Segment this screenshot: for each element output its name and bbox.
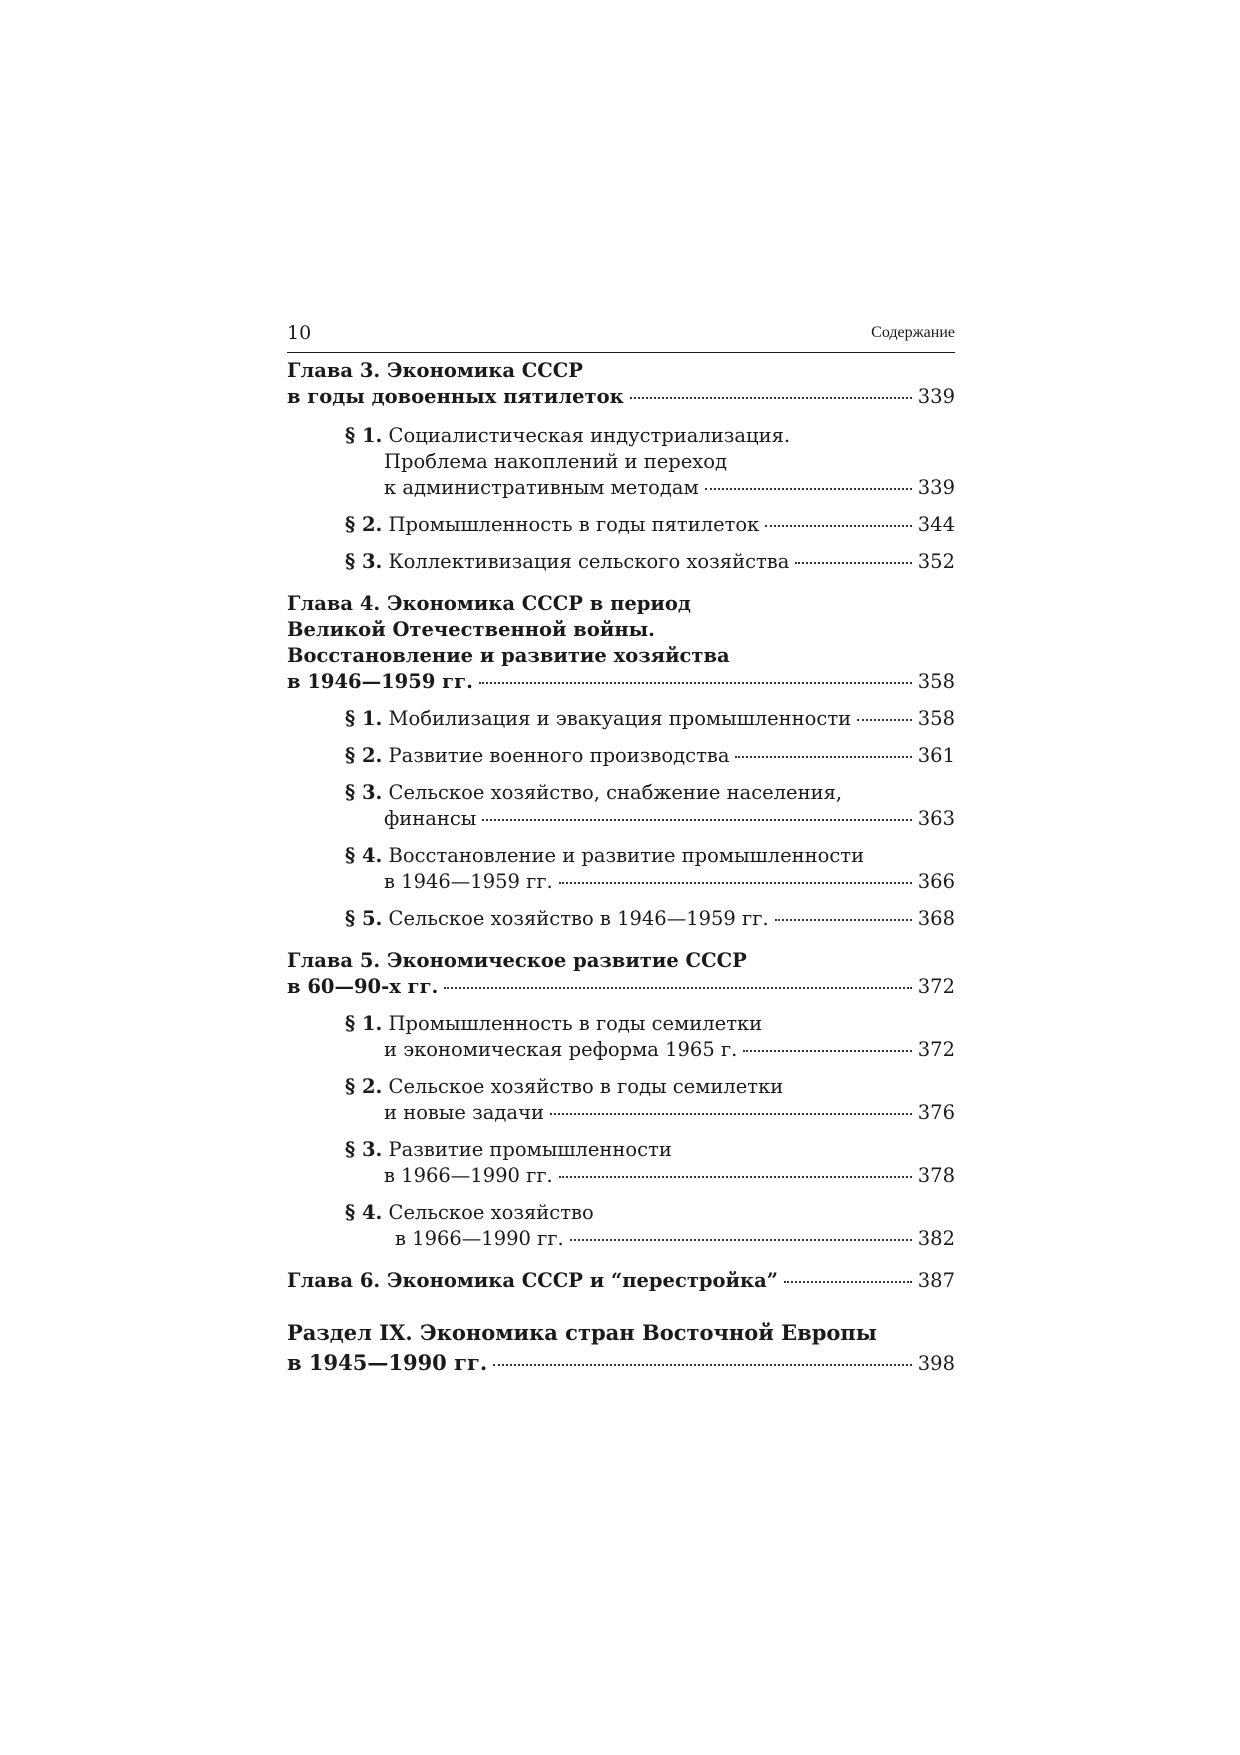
toc-section-5-4[interactable]: [345, 1200, 955, 1252]
toc-section-4-5[interactable]: [345, 906, 955, 932]
dot-leader: [784, 1281, 912, 1283]
toc-section-3-1[interactable]: [345, 423, 955, 501]
toc-section-3-3[interactable]: [345, 549, 955, 575]
toc-entry-title: Восстановление и развитие промышленности: [388, 844, 865, 867]
page-ref: 358: [917, 670, 955, 693]
toc-entry-title: в 60—90-х гг.: [287, 975, 439, 998]
toc-entry-title: Проблема накоплений и переход: [384, 450, 728, 473]
toc-entry-title: Глава 5. Экономическое развитие СССР: [287, 949, 747, 972]
section-number: § 5.: [345, 907, 383, 930]
page-ref: 352: [917, 550, 955, 573]
section-number: § 2.: [345, 744, 383, 767]
toc-entry-title: в 1966—1990 гг.: [395, 1227, 564, 1250]
toc-entry-title: Раздел IX. Экономика стран Восточной Европы: [287, 1320, 877, 1345]
toc-section-5-2[interactable]: [345, 1074, 955, 1126]
dot-leader: [705, 488, 912, 490]
toc-chapter-4[interactable]: [287, 591, 955, 695]
toc-entry-title: в 1945—1990 гг.: [287, 1350, 488, 1375]
dot-leader: [479, 682, 912, 684]
dot-leader: [630, 397, 912, 399]
page-ref: 372: [917, 975, 955, 998]
dot-leader: [550, 1113, 912, 1115]
toc-section-4-2[interactable]: [345, 743, 955, 769]
toc-entry-title: в 1966—1990 гг.: [384, 1164, 553, 1187]
dot-leader: [743, 1050, 911, 1052]
page-ref: 361: [917, 744, 955, 767]
toc-part-9[interactable]: [287, 1318, 955, 1378]
section-number: § 3.: [345, 550, 383, 573]
toc-chapter-3[interactable]: [287, 358, 955, 410]
toc-entry-title: Сельское хозяйство, снабжение населения,: [388, 781, 843, 804]
section-number: § 1.: [345, 1012, 383, 1035]
section-number: § 2.: [345, 513, 383, 536]
dot-leader: [735, 756, 911, 758]
toc-entry-title: в 1946—1959 гг.: [384, 870, 553, 893]
page-ref: 368: [917, 907, 955, 930]
toc-entry-title: Сельское хозяйство в годы семилетки: [388, 1075, 784, 1098]
dot-leader: [570, 1239, 912, 1241]
dot-leader: [559, 882, 912, 884]
dot-leader: [765, 525, 911, 527]
page-ref: 387: [917, 1269, 955, 1292]
toc-section-5-3[interactable]: [345, 1137, 955, 1189]
page-ref: 358: [917, 707, 955, 730]
toc-entry-title: к административным методам: [384, 476, 699, 499]
toc-entry-title: Великой Отечественной войны.: [287, 618, 655, 641]
toc-entry-title: Развитие промышленности: [388, 1138, 672, 1161]
toc-chapter-6[interactable]: [287, 1268, 955, 1294]
toc-section-4-3[interactable]: [345, 780, 955, 832]
toc-entry-title: Промышленность в годы семилетки: [388, 1012, 763, 1035]
dot-leader: [795, 562, 911, 564]
page-ref: 398: [917, 1352, 955, 1375]
toc-entry-title: Сельское хозяйство в 1946—1959 гг.: [388, 907, 769, 930]
dot-leader: [493, 1364, 912, 1366]
page-number: 10: [287, 322, 312, 344]
section-number: § 1.: [345, 707, 383, 730]
toc-entry-title: Промышленность в годы пятилеток: [388, 513, 760, 536]
page-ref: 344: [917, 513, 955, 536]
page-ref: 378: [917, 1164, 955, 1187]
page-ref: 339: [917, 476, 955, 499]
page-ref: 382: [917, 1227, 955, 1250]
toc-entry-title: в 1946—1959 гг.: [287, 670, 473, 693]
toc-entry-title: Глава 4. Экономика СССР в период: [287, 592, 691, 615]
toc-section-4-4[interactable]: [345, 843, 955, 895]
dot-leader: [775, 919, 912, 921]
toc-section-4-1[interactable]: [345, 706, 955, 732]
section-number: § 4.: [345, 844, 383, 867]
dot-leader: [482, 819, 911, 821]
toc-chapter-5[interactable]: [287, 948, 955, 1000]
section-number: § 2.: [345, 1075, 383, 1098]
toc-entry-title: Мобилизация и эвакуация промышленности: [388, 707, 852, 730]
toc-entry-title: Социалистическая индустриализация.: [388, 424, 791, 447]
page-ref: 339: [917, 385, 955, 408]
toc-entry-title: финансы: [384, 807, 477, 830]
toc-entry-title: в годы довоенных пятилеток: [287, 385, 624, 408]
section-number: § 3.: [345, 781, 383, 804]
dot-leader: [857, 719, 912, 721]
page-ref: 376: [917, 1101, 955, 1124]
toc-entry-title: Глава 3. Экономика СССР: [287, 359, 583, 382]
toc-entry-title: и экономическая реформа 1965 г.: [384, 1038, 738, 1061]
toc-entry-title: и новые задачи: [384, 1101, 544, 1124]
toc-entry-title: Развитие военного производства: [388, 744, 730, 767]
dot-leader: [559, 1176, 912, 1178]
page-ref: 363: [917, 807, 955, 830]
toc-entry-title: Глава 6. Экономика СССР и “перестройка”: [287, 1269, 778, 1292]
section-number: § 1.: [345, 424, 383, 447]
toc-entry-title: Сельское хозяйство: [388, 1201, 594, 1224]
page-ref: 372: [917, 1038, 955, 1061]
toc-section-5-1[interactable]: [345, 1011, 955, 1063]
dot-leader: [444, 987, 911, 989]
page-ref: 366: [917, 870, 955, 893]
toc-entry-title: Восстановление и развитие хозяйства: [287, 644, 730, 667]
table-of-contents: [287, 358, 955, 1378]
running-header: [287, 322, 955, 353]
toc-entry-title: Коллективизация сельского хозяйства: [388, 550, 790, 573]
toc-section-3-2[interactable]: [345, 512, 955, 538]
section-number: § 4.: [345, 1201, 383, 1224]
section-number: § 3.: [345, 1138, 383, 1161]
running-title: Содержание: [871, 324, 955, 341]
